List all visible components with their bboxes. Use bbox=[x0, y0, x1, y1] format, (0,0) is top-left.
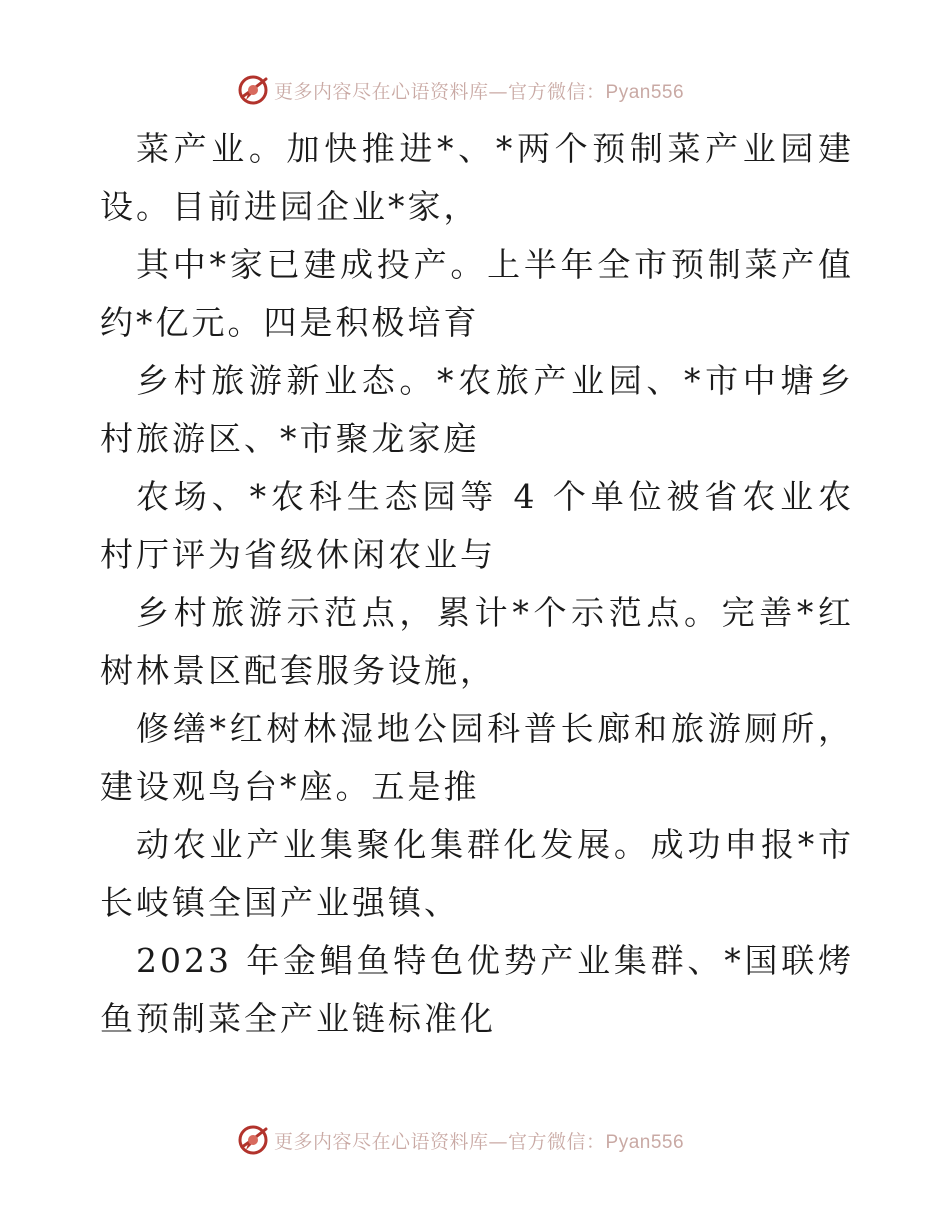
paragraph: 修缮*红树林湿地公园科普长廊和旅游厕所，建设观鸟台*座。五是推 bbox=[100, 709, 854, 806]
pen-ribbon-logo-icon bbox=[236, 1123, 270, 1157]
paragraph: 乡村旅游新业态。*农旅产业园、*市中塘乡村旅游区、*市聚龙家庭 bbox=[100, 361, 854, 458]
banner-text-en: Pyan556 bbox=[605, 1131, 685, 1153]
paragraph: 农场、*农科生态园等 4 个单位被省农业农村厅评为省级休闲农业与 bbox=[100, 477, 854, 574]
banner-text bbox=[274, 1127, 684, 1154]
banner-text-cn: 更多内容尽在心语资料库—官方微信： bbox=[274, 80, 606, 103]
paragraph: 其中*家已建成投产。上半年全市预制菜产值约*亿元。四是积极培育 bbox=[100, 245, 854, 342]
paragraph: 动农业产业集聚化集群化发展。成功申报*市长岐镇全国产业强镇、 bbox=[100, 825, 854, 922]
paragraph: 菜产业。加快推进*、*两个预制菜产业园建设。目前进园企业*家， bbox=[100, 129, 854, 226]
banner-text bbox=[274, 77, 684, 104]
header-watermark-banner bbox=[236, 72, 684, 108]
banner-text-en: Pyan556 bbox=[605, 81, 685, 103]
document-body bbox=[100, 120, 854, 1048]
footer-watermark-banner bbox=[236, 1122, 684, 1158]
pen-ribbon-logo-icon bbox=[236, 73, 270, 107]
paragraph: 乡村旅游示范点，累计*个示范点。完善*红树林景区配套服务设施， bbox=[100, 593, 854, 690]
paragraph: 2023 年金鲳鱼特色优势产业集群、*国联烤鱼预制菜全产业链标准化 bbox=[100, 941, 854, 1038]
banner-text-cn: 更多内容尽在心语资料库—官方微信： bbox=[274, 1130, 606, 1153]
